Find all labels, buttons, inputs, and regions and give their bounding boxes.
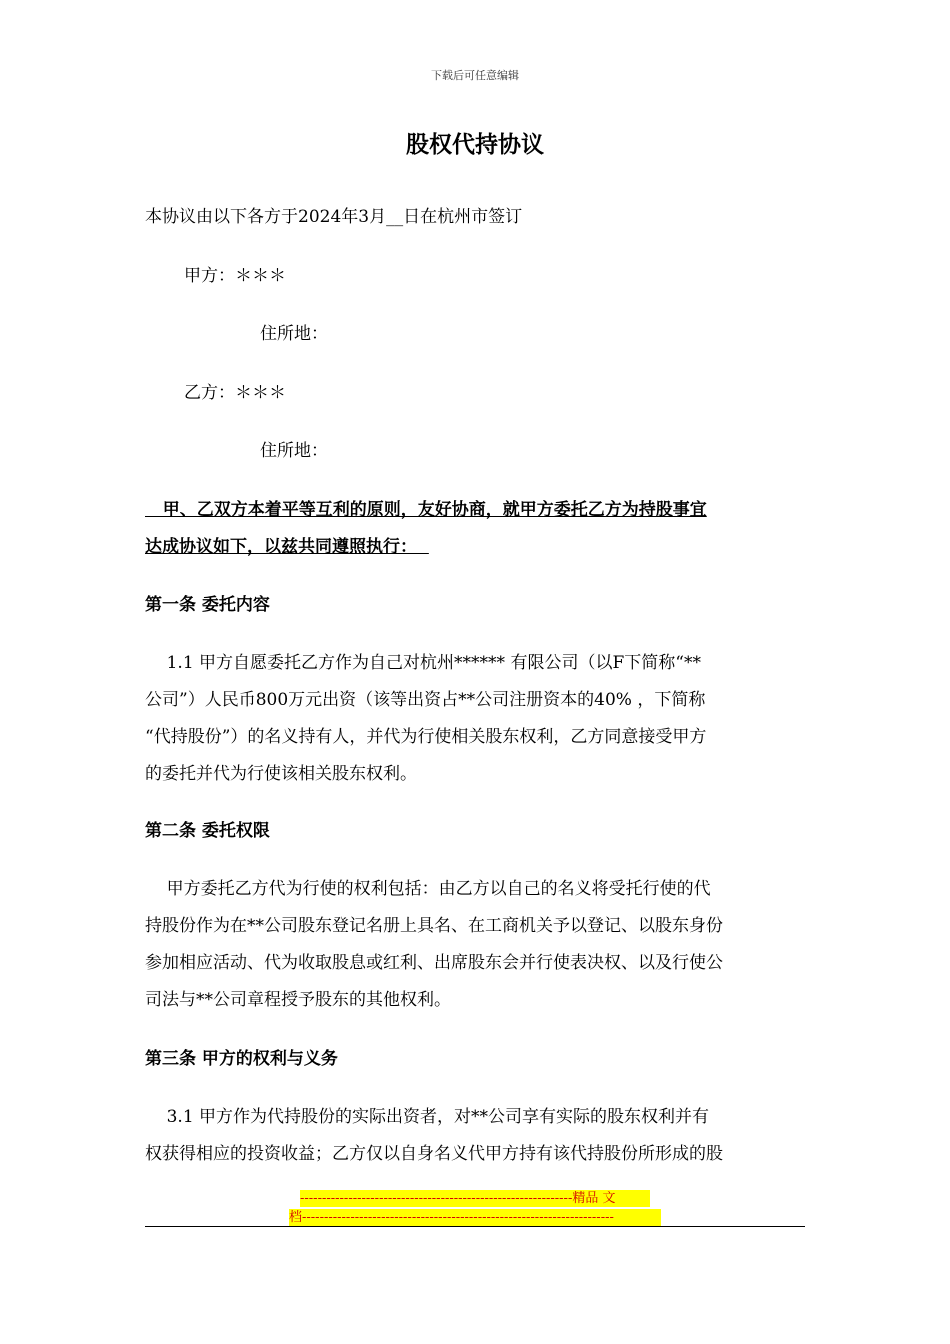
article1-body [145, 645, 805, 793]
footer-mark-line-1: --------------------------------------------------------------精品 文 [300, 1190, 650, 1207]
article1-line: 的委托并代为行使该相关股东权利。 [145, 764, 417, 784]
article2-body [145, 871, 805, 1019]
party-a: 甲方：＊＊＊ [184, 266, 286, 286]
article2-heading: 第二条 委托权限 [145, 821, 270, 841]
article3-line: 3.1 甲方作为代持股份的实际出资者，对**公司享有实际的股东权利并有 [145, 1107, 710, 1127]
article2-line: 持股份作为在**公司股东登记名册上具名、在工商机关予以登记、以股东身份 [145, 916, 723, 936]
footer-rule [145, 1226, 805, 1227]
footer-mark-line-2: 档----------------------------------------------------------------------- [289, 1209, 661, 1226]
article2-line: 司法与**公司章程授予股东的其他权利。 [145, 990, 451, 1010]
intro-line: 本协议由以下各方于2024年3月__日在杭州市签订 [145, 207, 523, 227]
article1-heading: 第一条 委托内容 [145, 595, 270, 615]
document-title: 股权代持协议 [406, 131, 544, 158]
preamble-line-2: 达成协议如下，以兹共同遵照执行： [145, 537, 429, 557]
article2-line: 参加相应活动、代为收取股息或红利、出席股东会并行使表决权、以及行使公 [145, 953, 723, 973]
preamble [145, 492, 805, 566]
article3-line: 权获得相应的投资收益；乙方仅以自身名义代甲方持有该代持股份所形成的股 [145, 1144, 723, 1164]
article2-line: 甲方委托乙方代为行使的权利包括：由乙方以自己的名义将受托行使的代 [145, 879, 711, 899]
preamble-line-1: 甲、乙双方本着平等互利的原则，友好协商，就甲方委托乙方为持股事宜 [145, 500, 707, 520]
article1-line: 1.1 甲方自愿委托乙方作为自己对杭州****** 有限公司（以F下简称“** [145, 653, 701, 673]
article1-line: 公司”）人民币800万元出资（该等出资占**公司注册资本的40% ，下简称 [145, 690, 706, 710]
header-note: 下载后可任意编辑 [431, 69, 519, 82]
article3-body [145, 1099, 805, 1173]
article3-heading: 第三条 甲方的权利与义务 [145, 1049, 338, 1069]
party-a-address: 住所地： [260, 324, 328, 344]
party-b-address: 住所地： [260, 441, 328, 461]
party-b: 乙方：＊＊＊ [184, 383, 286, 403]
article1-line: “代持股份”）的名义持有人，并代为行使相关股东权利，乙方同意接受甲方 [145, 727, 707, 747]
